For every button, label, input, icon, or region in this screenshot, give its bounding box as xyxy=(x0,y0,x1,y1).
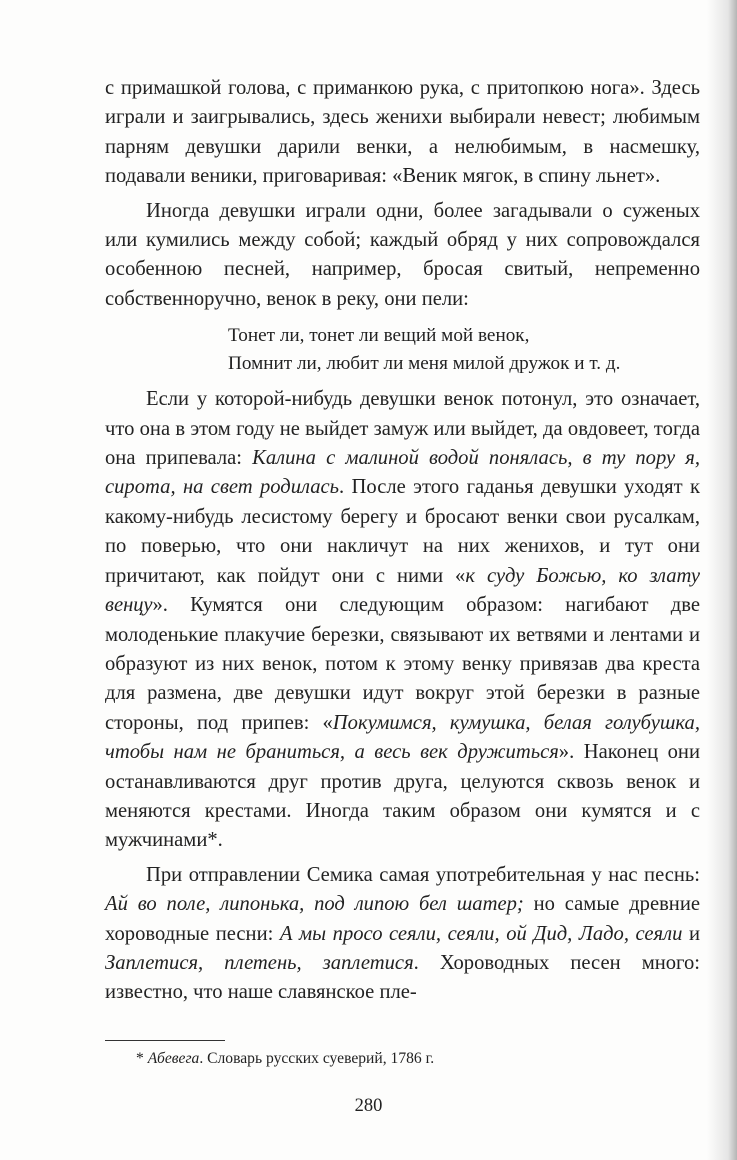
footnote-marker: * xyxy=(136,1050,148,1067)
paragraph-1: с примашкой голова, с приманкою рука, с притопкою нога». Здесь играли и заигрывались, здесь женихи выбирали невест; любимым парням девушки дарили венки, а нелюбимым, в насмешку, подавали веники, приговаривая: «Веник мягок, в спину льнет». xyxy=(105,77,700,188)
paragraph-4-lyric-1: Ай во поле, липонька, под липою бел шатер; xyxy=(105,893,524,916)
paragraph-3-lyric-2: к суду Божью, ко злату венцу xyxy=(105,564,700,617)
paragraph-3-text-1: Если у которой-нибудь девушки венок потонул, это означает, что она в этом году не выйдет замуж или выйдет, да овдовеет, тогда она припевала: xyxy=(105,388,700,470)
verse-line-2: Помнит ли, любит ли меня милой дружок и т. д. xyxy=(228,352,621,374)
paragraph-3-lyric-1: Калина с малиной водой понялась, в ту пору я, сирота, на свет родилась xyxy=(105,447,700,499)
paragraph-4-text-2: но самые древние хороводные песни: xyxy=(105,893,700,945)
paragraph-4-text-3: и xyxy=(682,922,700,945)
verse-line-1: Тонет ли, тонет ли вещий мой венок, xyxy=(228,325,530,347)
paragraph-4-text-1: При отправлении Семика самая употребительная у нас песнь: xyxy=(146,863,700,886)
paragraph-3-text-3: ». Кумятся они следующим образом: нагибают две молоденькие плакучие березки, связывают их ветвями и лентами и образуют из них венок, потом к этому венку привязав два креста для размена, две девушки идут вокруг этой березки в разные стороны, под припев: « xyxy=(105,594,700,734)
footnote-divider xyxy=(105,1040,225,1041)
footnote-source: Абевега xyxy=(147,1050,200,1067)
paragraph-3-text-4: ». Наконец они останавливаются друг против друга, целуются сквозь венок и меняются крестами. Иногда таким образом они кумятся и с мужчинами*. xyxy=(105,741,700,852)
paragraph-2: Иногда девушки играли одни, более загадывали о суженых или кумились между собой; каждый обряд у них сопровождался особенною песней, например, бросая свитый, непременно собственноручно, венок в реку, они пели: xyxy=(105,199,700,310)
footnote-text: . Словарь русских суеверий, 1786 г. xyxy=(199,1050,435,1067)
page-edge-shadow xyxy=(707,0,737,1160)
paragraph-4-lyric-2: А мы просо сеяли, сеяли, ой Дид, Ладо, сеяли xyxy=(279,922,683,945)
paragraph-4-lyric-3: Заплетися, плетень, заплетися xyxy=(105,951,414,974)
paragraph-3 xyxy=(105,385,700,856)
paragraph-4-text-4: . Хороводных песен много: известно, что наше славянское пле- xyxy=(105,951,700,1004)
footnote xyxy=(136,1049,434,1069)
paragraph-3-text-2: . После этого гаданья девушки уходят к какому-нибудь лесистому берегу и бросают венки свои русалкам, по поверью, что они накличут на них женихов, и тут они причитают, как пойдут они с ними « xyxy=(105,476,700,587)
paragraph-3-lyric-3: Покумимся, кумушка, белая голубушка, чтобы нам не браниться, а весь век дружиться xyxy=(105,711,700,764)
song-verse xyxy=(228,322,700,377)
main-text xyxy=(105,74,700,1008)
page-number: 280 xyxy=(354,1096,383,1116)
paragraph-4 xyxy=(105,861,700,1008)
